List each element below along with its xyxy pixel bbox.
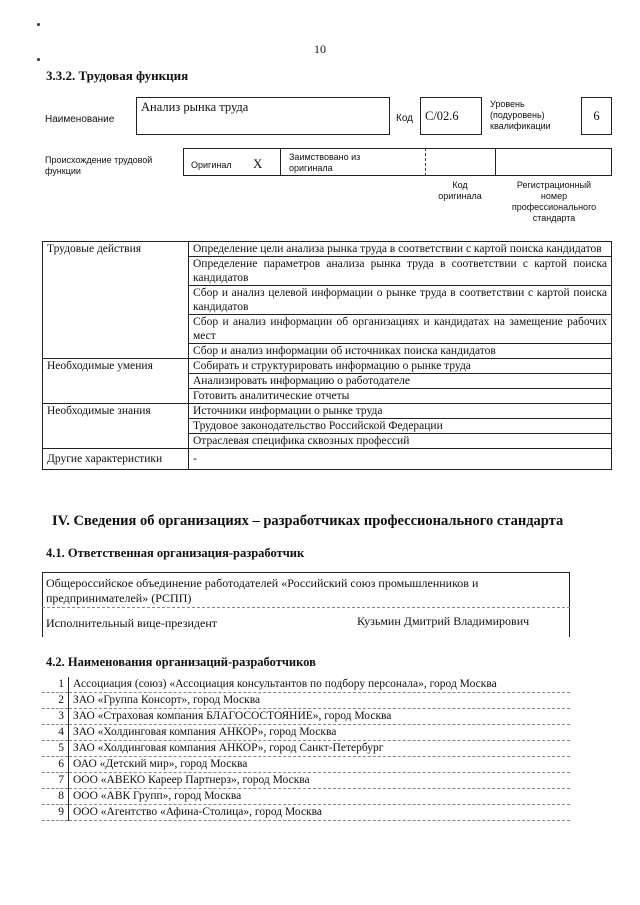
org-name: ЗАО «Холдинговая компания АНКОР», город Москва (69, 725, 571, 741)
borrowed-label: Заимствовано из оригинала (289, 152, 361, 173)
table-row (43, 449, 612, 470)
action-item: Сбор и анализ информации об источниках поиска кандидатов (189, 344, 612, 359)
knowledge-item: Источники информации о рынке труда (189, 404, 612, 419)
table-row (42, 789, 570, 805)
org-number: 4 (42, 725, 69, 741)
developer-orgs-table (42, 677, 570, 821)
table-row (42, 805, 570, 821)
actions-label: Трудовые действия (43, 242, 189, 359)
original-checkmark: X (253, 156, 263, 171)
action-item: Определение цели анализа рынка труда в соответствии с картой поиска кандидатов (189, 242, 612, 257)
level-label: Уровень (подуровень) квалификации (490, 99, 551, 131)
code-value: С/02.6 (425, 109, 459, 123)
org-name: ОАО «Детский мир», город Москва (69, 757, 571, 773)
skill-item: Анализировать информацию о работодателе (189, 374, 612, 389)
table-row (43, 404, 612, 419)
section-title-332: 3.3.2. Трудовая функция (46, 68, 189, 83)
table-row (42, 773, 570, 789)
section-title-42: 4.2. Наименования организаций-разработчиков (46, 655, 316, 669)
org-number: 9 (42, 805, 69, 821)
action-item: Сбор и анализ целевой информации о рынке труда в соответствии с картой поиска кандидатов (189, 286, 612, 315)
responsible-position: Исполнительный вице-президент (46, 616, 218, 630)
org-number: 3 (42, 709, 69, 725)
action-item: Определение параметров анализа рынка труда в соответствии с картой поиска кандидатов (189, 257, 612, 286)
name-value: Анализ рынка труда (141, 100, 249, 114)
other-value: - (189, 449, 612, 470)
scan-speck (37, 58, 40, 61)
divider (42, 607, 570, 608)
org-name: ООО «Агентство «Афина-Столица», город Москва (69, 805, 571, 821)
org-name: ЗАО «Страховая компания БЛАГОСОСТОЯНИЕ», город Москва (69, 709, 571, 725)
responsible-person: Кузьмин Дмитрий Владимирович (357, 614, 530, 628)
skill-item: Готовить аналитические отчеты (189, 389, 612, 404)
origin-label: Происхождение трудовой функции (45, 155, 153, 176)
original-label: Оригинал (191, 160, 232, 170)
action-item: Сбор и анализ информации об организациях и кандидатах на замещение рабочих мест (189, 315, 612, 344)
level-value: 6 (593, 109, 600, 123)
other-label: Другие характеристики (43, 449, 189, 470)
org-number: 8 (42, 789, 69, 805)
responsible-org-name: Общероссийское объединение работодателей «Российский союз промышленников и предпринимателей» (РСПП) (46, 576, 479, 605)
table-row (42, 693, 570, 709)
knowledge-item: Отраслевая специфика сквозных профессий (189, 434, 612, 449)
code-label: Код (396, 113, 414, 124)
org-number: 2 (42, 693, 69, 709)
name-label: Наименование (45, 114, 115, 125)
table-row (43, 359, 612, 374)
org-number: 5 (42, 741, 69, 757)
org-name: ЗАО «Группа Консорт», город Москва (69, 693, 571, 709)
org-name: ЗАО «Холдинговая компания АНКОР», город Санкт-Петербург (69, 741, 571, 757)
org-name: Ассоциация (союз) «Ассоциация консультантов по подбору персонала», город Москва (69, 677, 571, 693)
code-box (420, 97, 482, 135)
table-row (43, 242, 612, 257)
level-box (581, 97, 612, 135)
org-number: 1 (42, 677, 69, 693)
skills-label: Необходимые умения (43, 359, 189, 404)
code-original-caption: Код оригинала (438, 180, 482, 201)
origin-divider (280, 148, 281, 176)
skill-item: Собирать и структурировать информацию о рынке труда (189, 359, 612, 374)
table-row (42, 709, 570, 725)
table-row (42, 725, 570, 741)
org-name: ООО «АВК Групп», город Москва (69, 789, 571, 805)
org-number: 7 (42, 773, 69, 789)
table-row (42, 757, 570, 773)
labor-function-table (42, 241, 612, 470)
knowledge-label: Необходимые знания (43, 404, 189, 449)
origin-divider (425, 148, 427, 176)
origin-divider (495, 148, 496, 176)
scan-speck (37, 23, 40, 26)
name-box (136, 97, 390, 135)
origin-box (183, 148, 612, 176)
section-title-41: 4.1. Ответственная организация-разработчик (46, 546, 305, 560)
org-number: 6 (42, 757, 69, 773)
table-row (42, 741, 570, 757)
table-row (42, 677, 570, 693)
page-number: 10 (314, 42, 326, 56)
knowledge-item: Трудовое законодательство Российской Федерации (189, 419, 612, 434)
section-title-iv: IV. Сведения об организациях – разработчиках профессионального стандарта (52, 513, 564, 529)
org-name: ООО «АВЕКО Кареер Партнерз», город Москва (69, 773, 571, 789)
reg-number-caption: Регистрационный номер профессионального стандарта (511, 180, 597, 223)
